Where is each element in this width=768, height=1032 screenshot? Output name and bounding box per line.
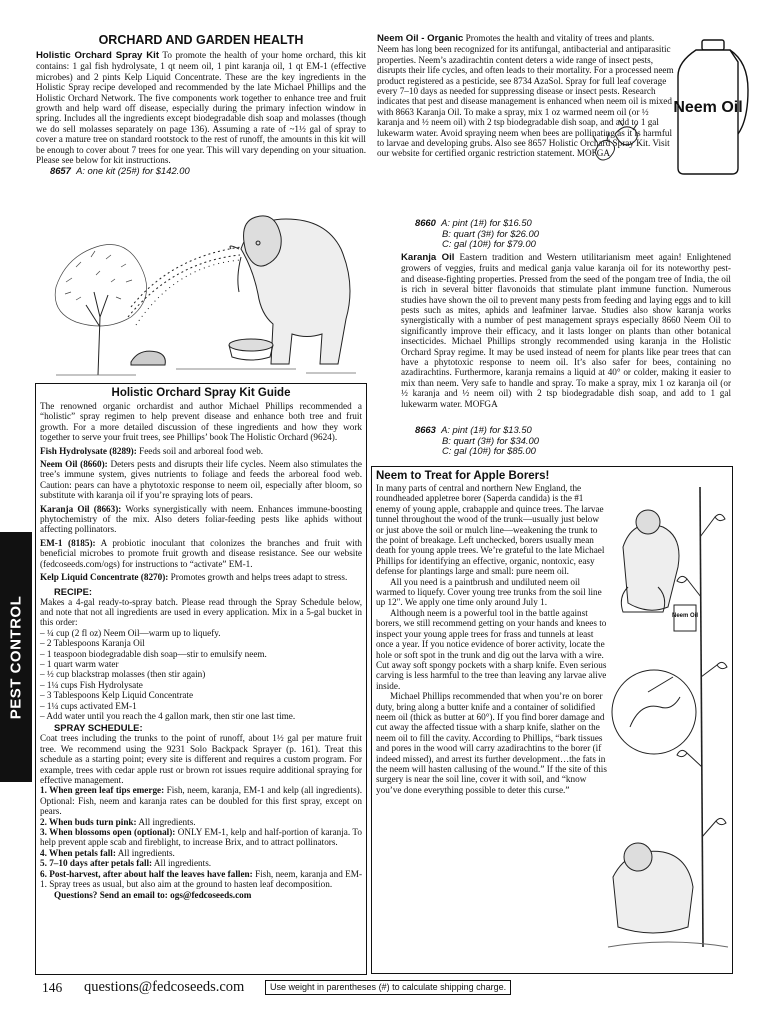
apple-borers-box xyxy=(371,466,733,974)
list-item: – 1 quart warm water xyxy=(40,658,119,669)
neem-oil-sku: 8660 xyxy=(415,217,436,228)
schedule-step-lead: 1. When green leaf tips emerge: xyxy=(40,785,165,796)
karanja-oil-section xyxy=(401,252,731,409)
guide-item-text: Deters pests and disrupts their life cycles. Neem also stimulates the tree’s immune system, gives nutrients to foliage and feeds the arboreal food web. Caution: pears can have a phytotoxic response to neem oil, especially after bloom, so substitute with karanja oil if you’re spraying lots of pears. xyxy=(40,459,363,501)
schedule-step-lead: 3. When blossoms open (optional): xyxy=(40,827,176,838)
price-option: A: pint (1#) for $13.50 xyxy=(441,424,532,435)
schedule-intro: Coat trees including the trunks to the point of runoff, about 1½ gal per mature fruit tree. We recommend using the 9231 Solo Backpack Sprayer (p. 161). Treat this schedule as a starting point; every site is different and requires a custom program. For example, trees with cedar apple rust or brown rot issues require additional spraying for effective management. xyxy=(40,733,362,785)
spray-kit-name: Holistic Orchard Spray Kit xyxy=(36,50,160,61)
guide-item-name: Karanja Oil (8663): xyxy=(40,503,122,514)
shipping-note: Use weight in parentheses (#) to calculate shipping charge. xyxy=(265,980,511,995)
borers-text xyxy=(376,470,608,795)
borers-paragraph: Michael Phillips recommended that when you’re on borer duty, bring along a butter knife and a container of solidified neem oil (thick as butter at 60°). If you find borer damage and cut away the affected tissue with a sharp knife, slather on the neem oil to fill the cavity. According to Phillips, “bark tissues and pores in the wood will carry azadirachtins to the borer (if indeed missed), and arrest its further development…the fats in the neem will hasten callusing of the wound.” If the site of this surgery is near the soil line, cover it with soil, and “know you’ve done everything possible to deter this curse.” xyxy=(376,691,607,795)
footer-email[interactable]: questions@fedcoseeds.com xyxy=(84,979,245,995)
guide-item-text: Works synergistically with neem. Enhances immune-boosting phytochemistry of the mix. Also deters foliar-feeding pests like aphids without affecting pollinators. xyxy=(40,503,362,535)
list-item: – 1¼ cups Fish Hydrolysate xyxy=(40,679,143,690)
neem-oil-prices xyxy=(415,218,635,250)
guide-title: Holistic Orchard Spray Kit Guide xyxy=(111,387,291,399)
schedule-steps xyxy=(40,785,362,889)
schedule-heading: SPRAY SCHEDULE: xyxy=(54,722,143,734)
guide-item-name: EM-1 (8185): xyxy=(40,537,96,548)
schedule-step-lead: 4. When petals fall: xyxy=(40,847,116,858)
spray-kit-body: To promote the health of your home orchard, this kit contains: 1 gal fish hydrolysate, 1 qt neem oil, 1 pint karanja oil, 1 qt EM-1 (effective microbes) and 2 pints Kelp Liquid Concentrate. These are the key ingredients in the Holistic Spray recipe developed and recommended by the late Michael Phillips and the Holistic Orchard Network. The five components work together to enhance tree and fruit growth and help ward off disease, especially during the primary infection window in spring. Includes all the ingredients except biodegradable dish soap and molasses (though we do sell molasses separately on page 136). Assuming a rate of ~1½ gal of spray to cover a mature tree on standard rootstock to the rest of runoff, the amounts in this kit will be enough to cover about 7 trees for one year. This will vary depending on your situation. Please see below for kit instructions. xyxy=(36,50,366,166)
schedule-step-text: Fish, neem, karanja, EM-1 and kelp (all ingredients). Optional: Fish, neem and karanja rates can be doubled for this first spray, except on pears. xyxy=(40,785,362,817)
recipe-steps xyxy=(40,628,362,722)
guide-item-name: Kelp Liquid Concentrate (8270): xyxy=(40,572,169,583)
list-item: – Add water until you reach the 4 gallon mark, then stir one last time. xyxy=(40,710,296,721)
list-item: – 1 teaspoon biodegradable dish soap—stir to emulsify neem. xyxy=(40,648,267,659)
borers-title: Neem to Treat for Apple Borers! xyxy=(376,470,550,482)
list-item: – 1¼ cups activated EM-1 xyxy=(40,700,137,711)
price-option: C: gal (10#) for $79.00 xyxy=(442,238,536,250)
page-title: ORCHARD AND GARDEN HEALTH xyxy=(98,33,304,47)
schedule-step-text: All ingredients. xyxy=(117,847,175,858)
price-option: A: pint (1#) for $16.50 xyxy=(441,217,532,228)
neem-oil-body: Promotes the health and vitality of trees and plants. Neem has long been recognized for its antifungal, antibacterial and antiparasitic properties. Neem’s azadirachtin content deters a wide range of insect pests, disrupts their life cycles, and often leads to their mortality. For a processed neem product registered as a pesticide, see 8734 AzaSol. Spray for full leaf coverage every 7–10 days as needed for suppressing disease or insect pests. Research indicates that pest and disease management is enhanced when neem oil is mixed with 8663 Karanja Oil. To make a spray, mix 1 oz warmed neem oil (or ½ karanja and ½ neem oil) with 2 tsp biodegradable dish soap, and add to 1 gal lukewarm water. Avoid spraying neem when bees are pollinating as it is harmful to larvae and developing grubs. Also see 8657 Holistic Orchard Spray Kit. Visit our website for certified organic restriction statement. MOFGA xyxy=(377,33,674,159)
list-item: – ¼ cup (2 fl oz) Neem Oil—warm up to liquefy. xyxy=(40,627,221,638)
neem-oil-bottle-illustration xyxy=(668,36,758,176)
karanja-oil-prices xyxy=(415,425,635,457)
borers-paragraph: Although neem is a powerful tool in the battle against borers, we still recommend getting on your hands and knees to inspect your young apple trees for frass and tunnels at least once a year. If you notice evidence of borer activity, locate the hole or soft spot in the trunk and dig out the larva with a wire. Cut away soft spongy pockets with a sharp knife. Even serious carving is less harmful to the tree than leaving any larvae alive inside. xyxy=(376,607,607,691)
karanja-oil-name: Karanja Oil xyxy=(401,252,455,263)
schedule-step-text: Fish, neem, karanja and EM-1. Spray trees as usual, but also aim at the ground to hasten leaf decomposition. xyxy=(40,868,363,890)
guide-item-name: Fish Hydrolysate (8289): xyxy=(40,445,137,456)
borer-bugs-illustration xyxy=(585,112,645,168)
borer-treatment-illustration xyxy=(608,477,730,971)
price-option: B: quart (3#) for $34.00 xyxy=(442,434,539,446)
can-label: Neem Oil xyxy=(671,613,699,619)
elephant-icon xyxy=(36,197,366,380)
borers-paragraph: All you need is a paintbrush and undiluted neem oil warmed to liquefy. Cover young tree trunks from the soil line up 12". We apply one time only around July 1. xyxy=(376,576,602,608)
guide-item-text: A probiotic inoculant that colonizes the branches and fruit with beneficial microbes to promote fruit growth and disease resistance. See our website (fedcoseeds.com/ogs) for instructions to “activate” EM-1. xyxy=(40,537,362,569)
list-item: – ½ cup blackstrap molasses (then stir again) xyxy=(40,669,206,680)
recipe-intro: Makes a 4-gal ready-to-spray batch. Please read through the Spray Schedule below, and note that not all ingredients are used in every application. Mix in a 5-gal bucket in this order: xyxy=(40,596,362,628)
list-item: – 3 Tablespoons Kelp Liquid Concentrate xyxy=(40,690,194,701)
questions-line: Questions? Send an email to: ogs@fedcoseeds.com xyxy=(54,890,252,901)
recipe-heading: RECIPE: xyxy=(54,585,93,597)
section-tab: PEST CONTROL xyxy=(0,532,32,782)
elephant-watering-tree-illustration xyxy=(36,197,366,380)
karanja-oil-body: Eastern tradition and Western utilitarianism meet again! Enlightened growers of veggies, fruits and medical ganja value karanja oil for its noteworthy pest- and disease-fighting properties. Pressed from the seed of the pongam tree of India, the oil is rich in several bitter flavonoids that stimulate plant immune function. Numerous studies have shown the oil to prevent many pests from feeding and laying eggs and to kill pests such as mites, aphids and leafminer larvae. Studies also show karanja works synergistically with a number of pest management sprays especially 8660 Neem Oil to significantly improve their efficacy, and it lasts longer on plants than other botanical insecticides. Michael Phillips strongly recommended using karanja in the Holistic Orchard Spray regime. It may be used instead of neem for plants like pear trees that can have a phytotoxic response to neem oil. It’s also safer for bees, containing no azadirachtins. Furthermore, karanja remains a liquid at 40° or colder, making it easier to mix than neem. Very safe to handle and spray. To make a spray, mix 1 oz karanja oil (or ½ karanja and ½ neem oil) with 2 tsp biodegradable dish soap, and add to 1 gal lukewarm water. MOFGA xyxy=(401,252,732,409)
bug-icon xyxy=(585,112,645,168)
list-item: – 2 Tablespoons Karanja Oil xyxy=(40,638,145,649)
spray-kit-option: A: one kit (25#) for $142.00 xyxy=(76,165,190,177)
guide-item-text: Feeds soil and arboreal food web. xyxy=(139,445,264,456)
bottle-label: Neem Oil xyxy=(673,99,743,116)
spray-kit-sku: 8657 xyxy=(50,165,71,177)
spray-kit-section xyxy=(36,50,366,177)
schedule-step-text: All ingredients. xyxy=(138,816,196,827)
neem-oil-name: Neem Oil - Organic xyxy=(377,33,464,44)
borers-paragraph: In many parts of central and northern New England, the roundheaded appletree borer (Saperda candida) is the #1 enemy of young apple, crabapple and quince trees. The larvae tunnel throughout the wood of the trunk—usually just below or just above the soil or mulch line—weakening the trunk to the point of breakage. Left unchecked, borers usually mean death for young apple trees. We’re grateful to the late Michael Phillips for identifying an effective, organic, nontoxic, easy defense for plantings large and small: pure neem oil. xyxy=(376,483,605,577)
price-option: B: quart (3#) for $26.00 xyxy=(442,227,539,239)
tree-and-person-icon xyxy=(608,477,730,971)
karanja-oil-sku: 8663 xyxy=(415,424,436,435)
neem-bottle-icon xyxy=(668,36,758,176)
schedule-step-lead: 5. 7–10 days after petals fall: xyxy=(40,858,153,869)
spray-kit-guide-box xyxy=(35,383,367,975)
schedule-step-lead: 6. Post-harvest, after about half the leaves have fallen: xyxy=(40,868,253,879)
schedule-step-lead: 2. When buds turn pink: xyxy=(40,816,137,827)
guide-item-name: Neem Oil (8660): xyxy=(40,459,108,470)
schedule-step-text: All ingredients. xyxy=(153,858,212,869)
schedule-step-text: ONLY EM-1, kelp and half-portion of karanja. To help prevent apple scab and fireblight, to increase Brix, and to attract pollinators. xyxy=(40,827,362,848)
page-number: 146 xyxy=(42,980,63,995)
price-option: C: gal (10#) for $85.00 xyxy=(442,445,536,457)
guide-item-text: Promotes growth and helps trees adapt to stress. xyxy=(170,572,348,583)
guide-intro: The renowned organic orchardist and author Michael Phillips recommended a “holistic” spray regimen to help prevent disease and enhance both tree and fruit growth. For a more detailed discussion of these ingredients and how they work together to serve your fruit trees, see Phillips’ book The Holistic Orchard (9624). xyxy=(40,401,362,443)
